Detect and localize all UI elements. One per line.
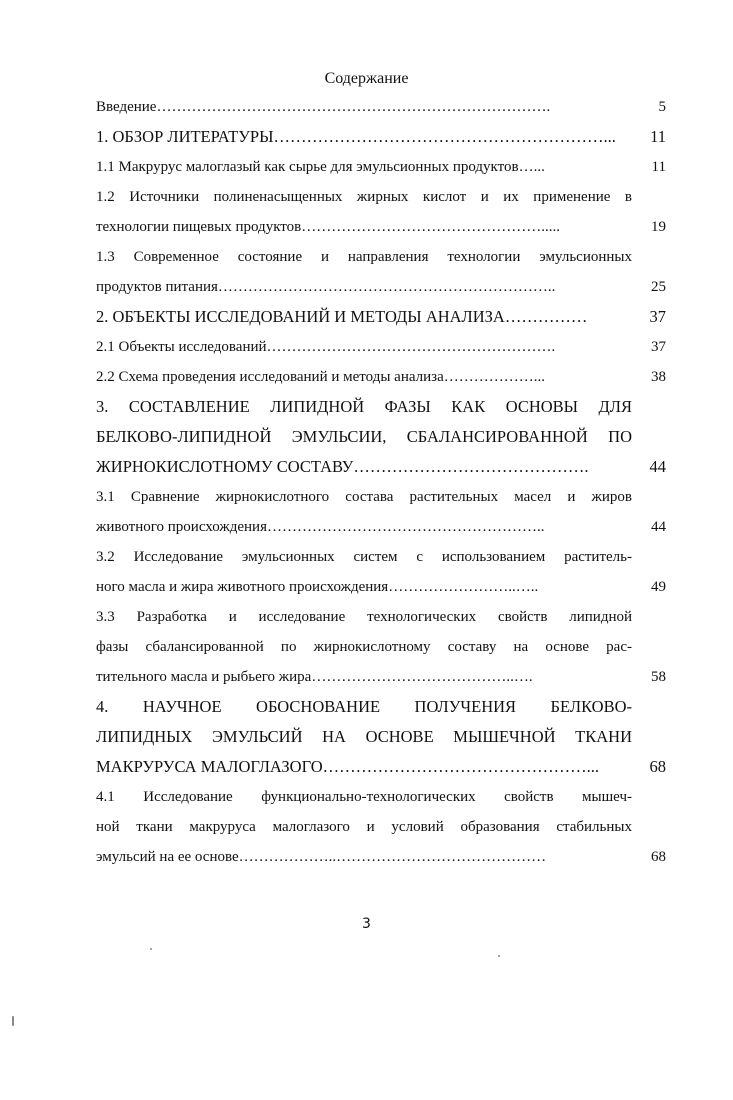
- toc-page-number: 37: [649, 307, 666, 326]
- toc-entry-1-2[interactable]: [96, 182, 666, 242]
- toc-page-number: 44: [651, 519, 666, 535]
- toc-entry-4-1[interactable]: [96, 782, 666, 872]
- toc-entry-text: фазы сбалансированной по жирнокислотному составу на основе рас-: [96, 639, 632, 655]
- toc-page-number: 11: [651, 159, 666, 175]
- table-of-contents: [96, 92, 666, 872]
- toc-entry-text: Введение…………………………………………………………………….: [96, 99, 551, 115]
- page-number: 3: [362, 916, 371, 932]
- toc-entry-text: ного масла и жира животного происхождения……………………..…..: [96, 579, 539, 595]
- toc-page-number: 44: [649, 457, 666, 476]
- scan-speck: [150, 948, 152, 950]
- toc-entry-introduction[interactable]: [96, 92, 666, 122]
- toc-entry-text: ЛИПИДНЫХ ЭМУЛЬСИЙ НА ОСНОВЕ МЫШЕЧНОЙ ТКАНИ: [96, 727, 632, 746]
- toc-entry-chapter-4[interactable]: [96, 692, 666, 782]
- toc-page-number: 11: [650, 127, 666, 146]
- toc-entry-text: тительного масла и рыбьего жира…………………………………..….: [96, 669, 533, 685]
- toc-entry-text: 1.2 Источники полиненасыщенных жирных кислот и их применение в: [96, 189, 632, 205]
- toc-entry-text: 4. НАУЧНОЕ ОБОСНОВАНИЕ ПОЛУЧЕНИЯ БЕЛКОВО-: [96, 697, 632, 716]
- toc-entry-text: продуктов питания…………………………………………………………..: [96, 279, 556, 295]
- toc-entry-chapter-1[interactable]: [96, 122, 666, 152]
- toc-entry-text: 2. ОБЪЕКТЫ ИССЛЕДОВАНИЙ И МЕТОДЫ АНАЛИЗА……………: [96, 307, 588, 326]
- toc-page-number: 49: [651, 579, 666, 595]
- toc-page-number: 68: [651, 849, 666, 865]
- toc-page-number: 5: [658, 99, 666, 115]
- toc-entry-text: 1. ОБЗОР ЛИТЕРАТУРЫ……………………………………………………...: [96, 127, 616, 146]
- page-title: Содержание: [324, 70, 409, 87]
- toc-entry-text: 3.2 Исследование эмульсионных систем с использованием раститель-: [96, 549, 632, 565]
- toc-entry-text: 3. СОСТАВЛЕНИЕ ЛИПИДНОЙ ФАЗЫ КАК ОСНОВЫ ДЛЯ: [96, 397, 632, 416]
- toc-entry-1-1[interactable]: [96, 152, 666, 182]
- toc-page-number: 58: [651, 669, 666, 685]
- toc-entry-text: БЕЛКОВО-ЛИПИДНОЙ ЭМУЛЬСИИ, СБАЛАНСИРОВАННОЙ ПО: [96, 427, 632, 446]
- toc-entry-text: ЖИРНОКИСЛОТНОМУ СОСТАВУ…………………………………….: [96, 457, 589, 476]
- toc-entry-text: 3.3 Разработка и исследование технологических свойств липидной: [96, 609, 632, 625]
- toc-page-number: 37: [651, 339, 666, 355]
- toc-page-number: 68: [649, 757, 666, 776]
- scan-speck: [12, 1016, 14, 1026]
- toc-entry-chapter-3[interactable]: [96, 392, 666, 482]
- toc-page-number: 38: [651, 369, 666, 385]
- scan-speck: [498, 955, 500, 957]
- toc-page-number: 19: [651, 219, 666, 235]
- toc-entry-1-3[interactable]: [96, 242, 666, 302]
- toc-entry-text: эмульсий на ее основе………………..……………………………………: [96, 849, 547, 865]
- toc-entry-2-1[interactable]: [96, 332, 666, 362]
- toc-entry-3-2[interactable]: [96, 542, 666, 602]
- toc-entry-text: ной ткани макруруса малоглазого и условий образования стабильных: [96, 819, 632, 835]
- toc-entry-text: 1.3 Современное состояние и направления технологии эмульсионных: [96, 249, 632, 265]
- toc-entry-text: 1.1 Макрурус малоглазый как сырье для эмульсионных продуктов…...: [96, 159, 545, 175]
- toc-entry-chapter-2[interactable]: [96, 302, 666, 332]
- toc-entry-text: технологии пищевых продуктов………………………………………….....: [96, 219, 560, 235]
- toc-entry-text: 3.1 Сравнение жирнокислотного состава растительных масел и жиров: [96, 489, 632, 505]
- toc-entry-text: животного происхождения………………………………………………..: [96, 519, 545, 535]
- toc-entry-text: 2.1 Объекты исследований………………………………………………….: [96, 339, 556, 355]
- toc-entry-3-3[interactable]: [96, 602, 666, 692]
- toc-page-number: 25: [651, 279, 666, 295]
- toc-entry-text: 2.2 Схема проведения исследований и методы анализа………………...: [96, 369, 545, 385]
- toc-entry-text: 4.1 Исследование функционально-технологических свойств мышеч-: [96, 789, 632, 805]
- toc-entry-2-2[interactable]: [96, 362, 666, 392]
- toc-entry-3-1[interactable]: [96, 482, 666, 542]
- toc-entry-text: МАКРУРУСА МАЛОГЛАЗОГО…………………………………………...: [96, 757, 600, 776]
